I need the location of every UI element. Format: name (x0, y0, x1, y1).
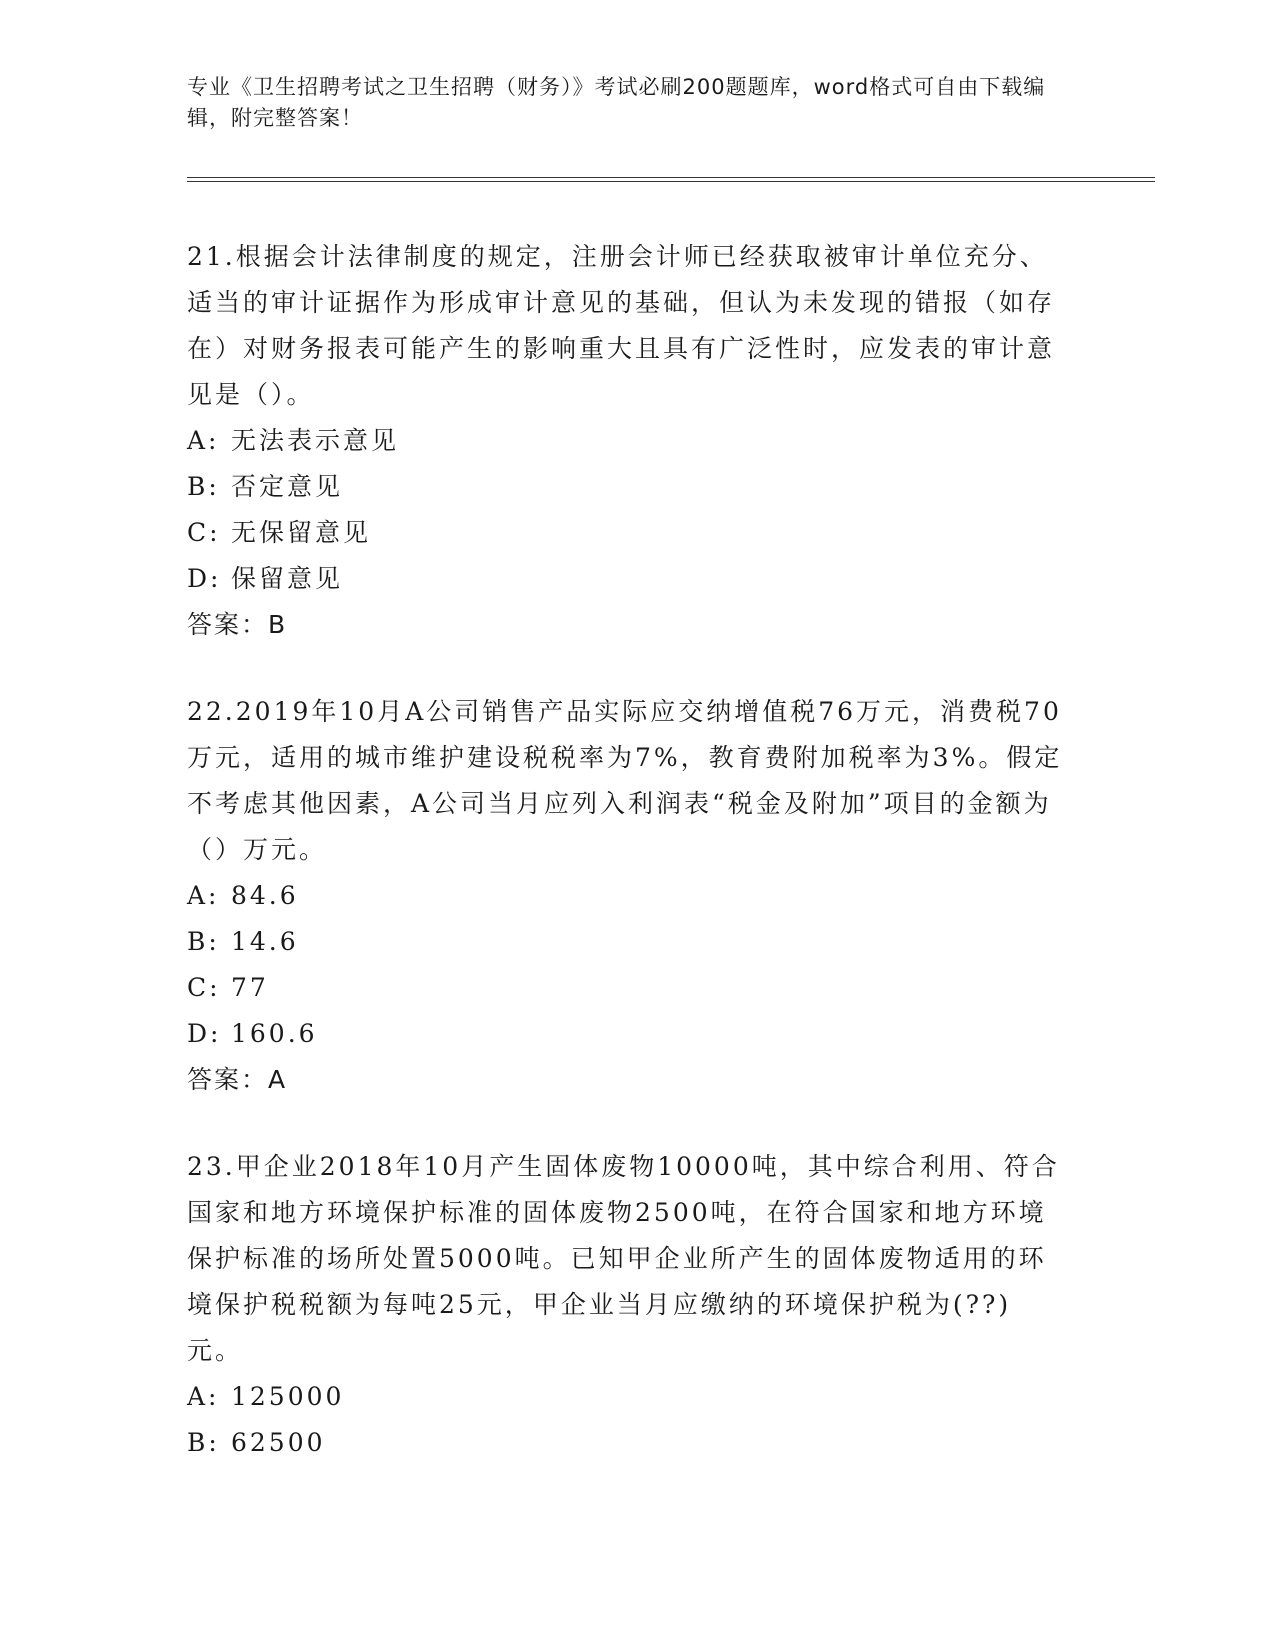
option-letter: A: (187, 426, 220, 455)
option-d (187, 556, 1067, 602)
option-b (187, 919, 1067, 965)
option-text: 否定意见 (231, 472, 344, 501)
answer-line: 答案：B (187, 610, 288, 639)
option-b (187, 464, 1067, 510)
option-a (187, 418, 1067, 464)
option-letter: B: (187, 927, 220, 956)
question-stem: 23.甲企业2018年10月产生固体废物10000吨，其中综合利用、符合国家和地方环境保护标准的固体废物2500吨，在符合国家和地方环境保护标准的场所处置5000吨。已知甲企业所产生的固体废物适用的环境保护税税额为每吨25元，甲企业当月应缴纳的环境保护税为(??)元。 (187, 1152, 1060, 1365)
option-a (187, 1374, 1067, 1420)
option-text: 无法表示意见 (231, 426, 400, 455)
header-divider (187, 177, 1155, 178)
option-text: 160.6 (231, 1019, 318, 1048)
option-a (187, 873, 1067, 919)
answer-line: 答案：A (187, 1065, 288, 1094)
header-divider-second (187, 181, 1155, 182)
option-text: 84.6 (231, 881, 299, 910)
option-letter: C: (187, 518, 221, 547)
option-letter: D: (187, 1019, 222, 1048)
option-letter: C: (187, 973, 221, 1002)
option-list (187, 418, 1067, 602)
question-23 (187, 1144, 1067, 1466)
option-list (187, 873, 1067, 1057)
document-intro: 专业《卫生招聘考试之卫生招聘（财务）》考试必刷200题题库，word格式可自由下载编辑，附完整答案！ (187, 75, 1046, 130)
option-text: 保留意见 (231, 564, 344, 593)
option-letter: D: (187, 564, 222, 593)
option-c (187, 510, 1067, 556)
option-text: 125000 (231, 1382, 345, 1411)
option-list (187, 1374, 1067, 1466)
question-22 (187, 689, 1067, 1103)
option-d (187, 1011, 1067, 1057)
option-letter: A: (187, 1382, 220, 1411)
option-text: 14.6 (231, 927, 299, 956)
question-stem: 21.根据会计法律制度的规定，注册会计师已经获取被审计单位充分、适当的审计证据作为形成审计意见的基础，但认为未发现的错报（如存在）对财务报表可能产生的影响重大且具有广泛性时，应发表的审计意见是（）。 (187, 242, 1056, 409)
option-letter: B: (187, 472, 220, 501)
question-21 (187, 234, 1067, 648)
option-letter: A: (187, 881, 220, 910)
option-c (187, 965, 1067, 1011)
question-stem: 22.2019年10月A公司销售产品实际应交纳增值税76万元，消费税70万元，适用的城市维护建设税税率为7%，教育费附加税率为3%。假定不考虑其他因素，A公司当月应列入利润表“税金及附加”项目的金额为（）万元。 (187, 697, 1063, 864)
option-text: 62500 (231, 1428, 326, 1457)
option-text: 无保留意见 (231, 518, 372, 547)
option-letter: B: (187, 1428, 220, 1457)
option-text: 77 (231, 973, 269, 1002)
option-b (187, 1420, 1067, 1466)
